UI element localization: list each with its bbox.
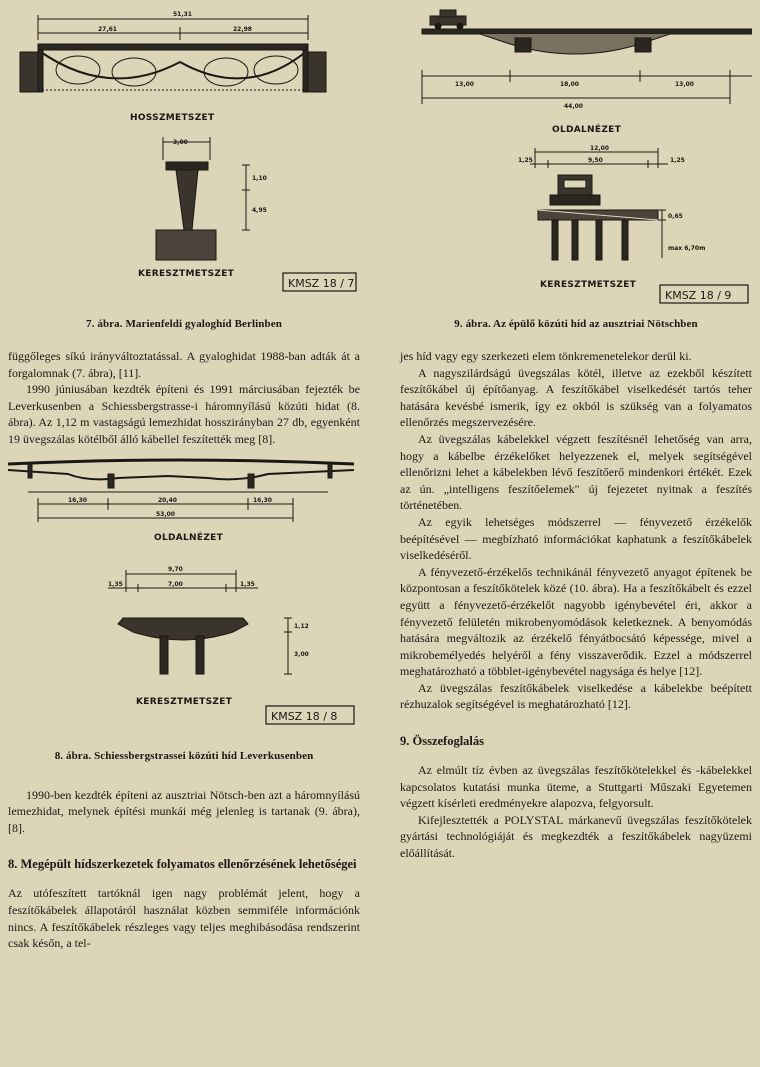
fig8-caption: 8. ábra. Schiessbergstrassei közúti híd Leverkusenben (54, 749, 314, 762)
fig9-dim-s3: 13,00 (675, 81, 694, 88)
fig7-dim-left: 27,61 (98, 26, 117, 33)
fig8-dim-c3: 1,35 (240, 580, 255, 588)
fig7-label-long: HOSSZMETSZET (130, 113, 215, 123)
left-paragraph-3: 1990-ben kezdték építeni az ausztriai Nötsch-ben azt a háromnyílású lemezhidat, melynek építési munkái még jelenleg is tartanak (9. ábra), [8]. (8, 787, 360, 835)
figure-7-drawing (8, 0, 360, 318)
fig8-dim-s3: 16,30 (253, 496, 272, 504)
left-paragraph-2: 1990 júniusában kezdték építeni és 1991 márciusában fejezték be Leverkusenben a Schiessbergstrasse-i háromnyílású közúti hidat (8. ábra). Az 1,12 m vastagságú lemezhidat hosszirányban 27 db, egyenként 19 üvegszálas kötélből álló kábellel feszítették meg [8]. (8, 382, 360, 446)
fig8-label-cross: KERESZTMETSZET (136, 696, 233, 707)
fig9-code: KMSZ 18 / 9 (665, 289, 732, 302)
fig9-dim-s2: 18,00 (560, 81, 579, 88)
fig7-dim-right: 22,98 (233, 26, 252, 33)
left-paragraph-1: függőleges síkú irányváltoztatással. A gyaloghidat 1988-ban adták át a forgalomnak (7. ábra), [11]. (8, 349, 360, 380)
fig9-label-side: OLDALNÉZET (552, 125, 622, 135)
right-paragraph-4: Az egyik lehetséges módszerrel — fényvezető érzékelők beépítésével — megbízható információkat kaphatunk a feszítőkábelek viselkedéséről. (400, 514, 752, 563)
fig9-dim-c2: 9,50 (588, 157, 603, 164)
figure-8-drawing (8, 452, 360, 757)
right-column (400, 0, 752, 862)
figure-7 (8, 0, 360, 343)
fig9-dim-h: max 6,70m (668, 245, 706, 252)
fig9-caption: 9. ábra. Az épülő közúti híd az ausztriai Nötschben (454, 318, 698, 330)
fig8-dim-w: 9,70 (168, 565, 183, 573)
fig7-dim-total: 51,31 (173, 11, 192, 18)
fig9-dim-t: 0,65 (668, 213, 683, 220)
section-9-heading: 9. Összefoglalás (400, 734, 485, 749)
fig9-dim-total: 44,00 (564, 103, 583, 110)
fig8-dim-c2: 7,00 (168, 580, 183, 588)
right-paragraph-1: jes híd vagy egy szerkezeti elem tönkremenetelekor derül ki. (400, 349, 692, 363)
fig7-code: KMSZ 18 / 7 (288, 277, 355, 290)
right-paragraph-3: Az üvegszálas kábelekkel végzett feszítésnél lehetőség van arra, hogy a kábelbe érzékelőket helyezzenek el, melyek segítségével ellenőrizni lehet a kábelekben lévő feszítőerő mindenkori értékét. Ezek az ún. „intelligens feszítőelemek" új fejezetet nyitnak a feszítés történetében. (400, 431, 752, 513)
figure-9-drawing (400, 0, 752, 318)
left-paragraph-4: Az utófeszített tartóknál igen nagy problémát jelent, hogy a feszítőkábelek állapotáról használat közben semmiféle információnk nincs. A feszítőkábelek részleges vagy teljes meghibásodása rendszerint csak későn, a tel- (8, 886, 360, 951)
fig7-dim-h2: 4,95 (252, 207, 267, 214)
fig9-dim-c1: 1,25 (518, 157, 533, 164)
fig8-dim-s1: 16,30 (68, 496, 87, 504)
figure-8 (8, 452, 360, 787)
fig8-dim-c1: 1,35 (108, 580, 123, 588)
fig8-code: KMSZ 18 / 8 (271, 709, 338, 723)
fig8-dim-h: 3,00 (294, 650, 309, 658)
right-paragraph-2: A nagyszilárdságú üvegszálas kötél, illetve az ezekből készített feszítőkábel új építőanyag. A feszítőkábel viselkedését tartós teher hatására kevésbé ismerik, így ez okból is szükség van a folyamatos ellenőrzés megszervezésére. (400, 365, 752, 430)
fig8-label-side: OLDALNÉZET (154, 532, 224, 543)
fig9-dim-s1: 13,00 (455, 81, 474, 88)
fig7-dim-h1: 1,10 (252, 175, 267, 182)
fig7-caption: 7. ábra. Marienfeldi gyaloghíd Berlinben (86, 318, 282, 330)
right-paragraph-8: Kifejlesztették a POLYSTAL márkanevű üvegszálas feszítőkötelek gyártási technológiáját és megkezdték a feszítőkábelek nagyüzemi előállítását. (400, 812, 752, 861)
section-8-heading: 8. Megépült hídszerkezetek folyamatos ellenőrzésének lehetőségei (8, 857, 357, 872)
right-paragraph-5: A fényvezető-érzékelős technikánál fényvezető anyagot építenek be központosan a feszítőkötelek közé (10. ábra). Ha a feszítőkábelt és ezzel együtt a fényvezető-érzékelőt nagyobb igénybevétel éri, akkor a fényvezető felületén mikrobenyomódások keletkeznek. A benyomódás hatására megváltozik az érzékelő fényátbocsátó képessége, mivel a mikrobemélyedés helyéről a fény visszaverődik. Ezzel a módszerrel meghatározható a többlet-igénybevétel nagysága és helye [12]. (400, 564, 752, 679)
fig8-dim-t: 1,12 (294, 622, 309, 630)
right-paragraph-7: Az elmúlt tíz évben az üvegszálas feszítőkötelekkel és -kábelekkel kapcsolatos kutatási munka üteme, a Stuttgarti Műszaki Egyetemen végzett kísérleti eredményekre alapozva, felgyorsult. (400, 763, 752, 811)
left-column (8, 0, 360, 952)
fig9-dim-w: 12,00 (590, 145, 609, 152)
fig9-dim-c3: 1,25 (670, 157, 685, 164)
fig8-dim-s2: 20,40 (158, 496, 177, 504)
fig9-label-cross: KERESZTMETSZET (540, 280, 637, 290)
figure-9 (400, 0, 752, 343)
fig7-label-cross: KERESZTMETSZET (138, 269, 235, 279)
fig7-dim-width: 3,00 (173, 139, 188, 146)
fig8-dim-total: 53,00 (156, 510, 175, 518)
right-paragraph-6: Az üvegszálas feszítőkábelek viselkedése a kábelekbe beépített rézhuzalok segítségével is meghatározható [12]. (400, 680, 752, 712)
